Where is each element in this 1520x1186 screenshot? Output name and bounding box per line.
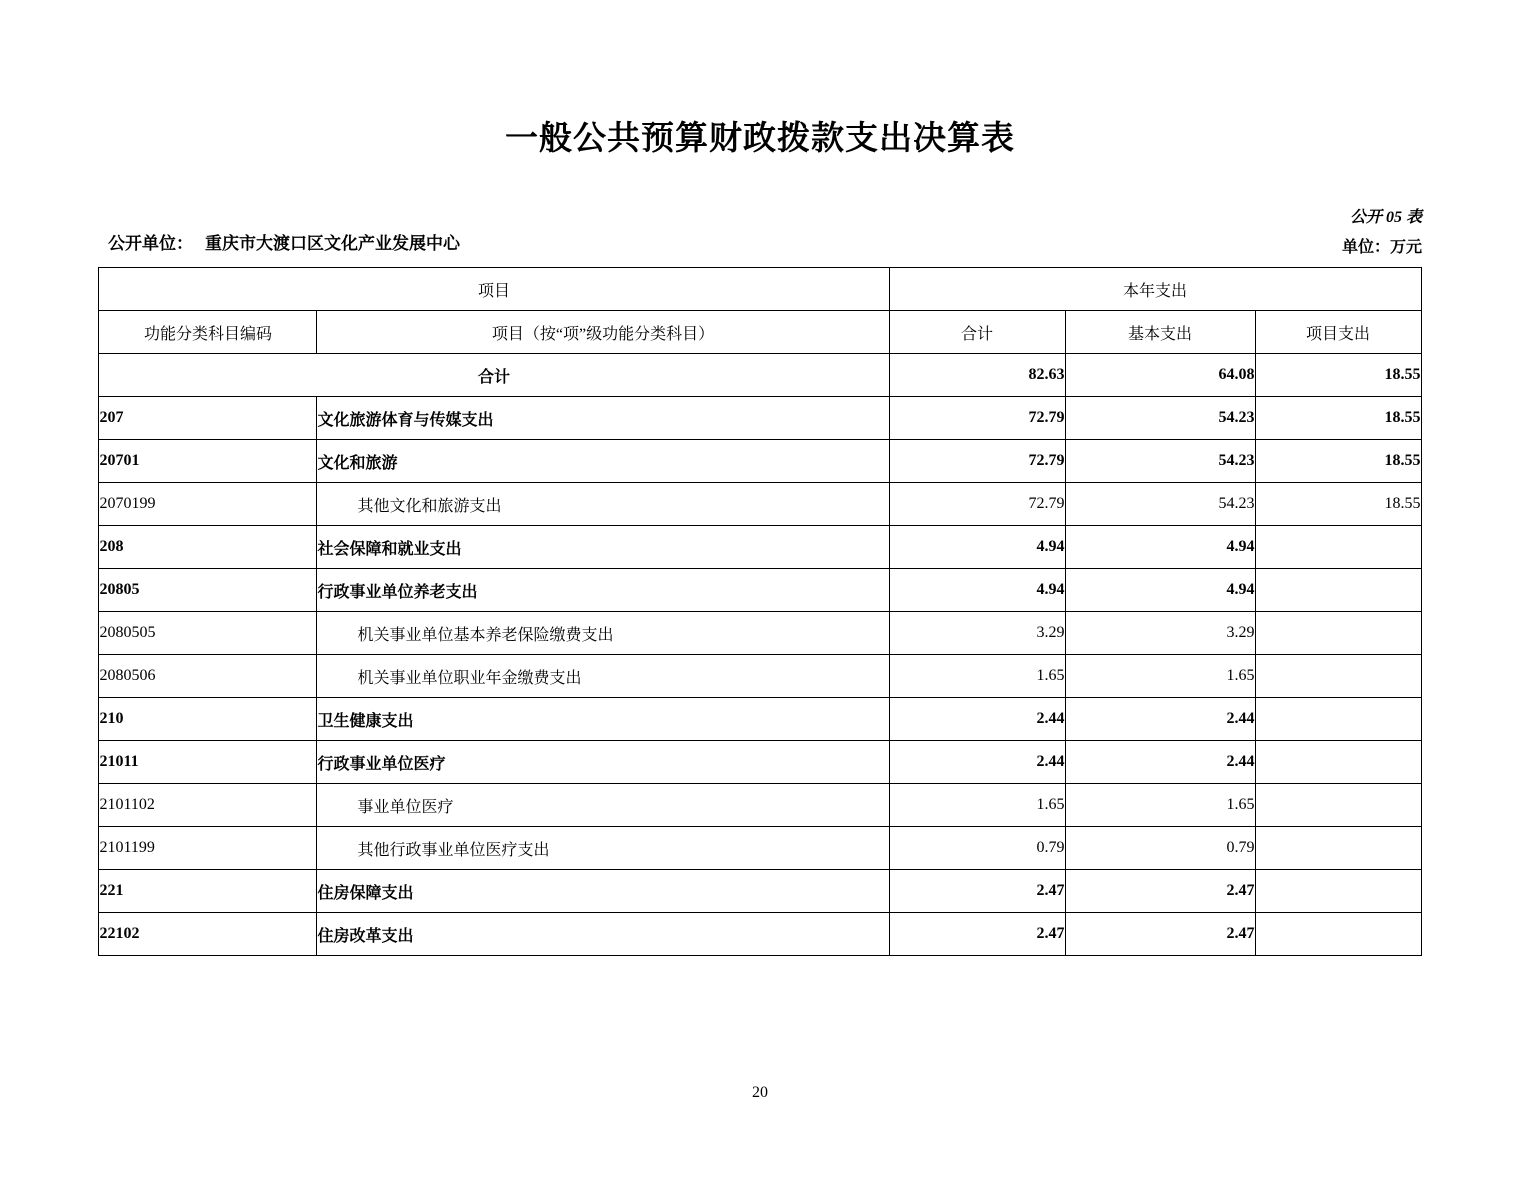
table-row bbox=[99, 870, 1421, 913]
table-row bbox=[99, 612, 1421, 655]
budget-table bbox=[98, 267, 1421, 956]
row-name: 住房改革支出 bbox=[317, 913, 889, 956]
row-code: 21011 bbox=[99, 741, 317, 784]
document-page bbox=[0, 112, 1520, 1186]
table-header-group-row bbox=[99, 268, 1421, 311]
row-sum: 4.94 bbox=[889, 526, 1065, 569]
header-col-sum: 合计 bbox=[889, 311, 1065, 354]
row-code: 2101102 bbox=[99, 784, 317, 827]
row-sum: 1.65 bbox=[889, 784, 1065, 827]
row-name: 行政事业单位养老支出 bbox=[317, 569, 889, 612]
row-basic: 4.94 bbox=[1065, 526, 1255, 569]
row-project bbox=[1255, 569, 1421, 612]
row-sum: 1.65 bbox=[889, 655, 1065, 698]
header-group-current-year: 本年支出 bbox=[889, 268, 1421, 311]
row-code: 210 bbox=[99, 698, 317, 741]
row-code: 20805 bbox=[99, 569, 317, 612]
row-project bbox=[1255, 655, 1421, 698]
total-basic: 64.08 bbox=[1065, 354, 1255, 397]
row-project bbox=[1255, 612, 1421, 655]
row-sum: 0.79 bbox=[889, 827, 1065, 870]
publishing-unit bbox=[108, 229, 460, 254]
header-col-code: 功能分类科目编码 bbox=[99, 311, 317, 354]
row-name: 机关事业单位基本养老保险缴费支出 bbox=[317, 612, 889, 655]
header-col-project: 项目支出 bbox=[1255, 311, 1421, 354]
row-name: 行政事业单位医疗 bbox=[317, 741, 889, 784]
row-project: 18.55 bbox=[1255, 397, 1421, 440]
row-basic: 54.23 bbox=[1065, 483, 1255, 526]
form-number: 公开 05 表 bbox=[1349, 209, 1422, 226]
publishing-unit-name: 重庆市大渡口区文化产业发展中心 bbox=[205, 234, 460, 253]
meta-right-block bbox=[1342, 203, 1422, 263]
row-sum: 2.44 bbox=[889, 698, 1065, 741]
row-basic: 2.47 bbox=[1065, 870, 1255, 913]
table-row bbox=[99, 655, 1421, 698]
total-label: 合计 bbox=[99, 354, 889, 397]
row-name: 住房保障支出 bbox=[317, 870, 889, 913]
table-row bbox=[99, 569, 1421, 612]
row-basic: 1.65 bbox=[1065, 655, 1255, 698]
row-project bbox=[1255, 526, 1421, 569]
row-name: 卫生健康支出 bbox=[317, 698, 889, 741]
row-project: 18.55 bbox=[1255, 440, 1421, 483]
table-row bbox=[99, 741, 1421, 784]
row-basic: 54.23 bbox=[1065, 440, 1255, 483]
row-project bbox=[1255, 870, 1421, 913]
row-project bbox=[1255, 913, 1421, 956]
row-code: 2101199 bbox=[99, 827, 317, 870]
page-number: 20 bbox=[752, 1084, 768, 1101]
table-row-total bbox=[99, 354, 1421, 397]
row-basic: 2.44 bbox=[1065, 741, 1255, 784]
row-basic: 2.44 bbox=[1065, 698, 1255, 741]
total-project: 18.55 bbox=[1255, 354, 1421, 397]
row-code: 22102 bbox=[99, 913, 317, 956]
header-col-item: 项目（按“项”级功能分类科目） bbox=[317, 311, 889, 354]
total-sum: 82.63 bbox=[889, 354, 1065, 397]
row-sum: 2.47 bbox=[889, 870, 1065, 913]
row-code: 221 bbox=[99, 870, 317, 913]
table-row bbox=[99, 526, 1421, 569]
row-basic: 4.94 bbox=[1065, 569, 1255, 612]
row-code: 20701 bbox=[99, 440, 317, 483]
row-name: 社会保障和就业支出 bbox=[317, 526, 889, 569]
table-row bbox=[99, 397, 1421, 440]
row-sum: 4.94 bbox=[889, 569, 1065, 612]
row-project bbox=[1255, 698, 1421, 741]
table-row bbox=[99, 913, 1421, 956]
row-sum: 72.79 bbox=[889, 440, 1065, 483]
row-code: 2080505 bbox=[99, 612, 317, 655]
row-name: 机关事业单位职业年金缴费支出 bbox=[317, 655, 889, 698]
row-name: 其他行政事业单位医疗支出 bbox=[317, 827, 889, 870]
row-code: 2080506 bbox=[99, 655, 317, 698]
amount-unit: 单位：万元 bbox=[1341, 239, 1422, 256]
row-basic: 3.29 bbox=[1065, 612, 1255, 655]
row-project: 18.55 bbox=[1255, 483, 1421, 526]
header-col-basic: 基本支出 bbox=[1065, 311, 1255, 354]
row-basic: 0.79 bbox=[1065, 827, 1255, 870]
publishing-unit-label: 公开单位： bbox=[108, 234, 193, 253]
row-name: 文化旅游体育与传媒支出 bbox=[317, 397, 889, 440]
row-sum: 72.79 bbox=[889, 483, 1065, 526]
table-row bbox=[99, 784, 1421, 827]
row-basic: 1.65 bbox=[1065, 784, 1255, 827]
row-code: 207 bbox=[99, 397, 317, 440]
table-row bbox=[99, 440, 1421, 483]
row-code: 208 bbox=[99, 526, 317, 569]
row-name: 其他文化和旅游支出 bbox=[317, 483, 889, 526]
row-basic: 2.47 bbox=[1065, 913, 1255, 956]
row-sum: 3.29 bbox=[889, 612, 1065, 655]
row-name: 文化和旅游 bbox=[317, 440, 889, 483]
table-row bbox=[99, 827, 1421, 870]
row-sum: 72.79 bbox=[889, 397, 1065, 440]
row-project bbox=[1255, 741, 1421, 784]
row-project bbox=[1255, 827, 1421, 870]
row-code: 2070199 bbox=[99, 483, 317, 526]
header-group-project: 项目 bbox=[99, 268, 889, 311]
row-project bbox=[1255, 784, 1421, 827]
row-basic: 54.23 bbox=[1065, 397, 1255, 440]
table-body bbox=[99, 354, 1421, 956]
table-row bbox=[99, 698, 1421, 741]
page-title: 一般公共预算财政拨款支出决算表 bbox=[505, 121, 1015, 157]
row-sum: 2.47 bbox=[889, 913, 1065, 956]
row-sum: 2.44 bbox=[889, 741, 1065, 784]
document-meta bbox=[0, 203, 1520, 261]
row-name: 事业单位医疗 bbox=[317, 784, 889, 827]
table-header-row bbox=[99, 311, 1421, 354]
table-row bbox=[99, 483, 1421, 526]
